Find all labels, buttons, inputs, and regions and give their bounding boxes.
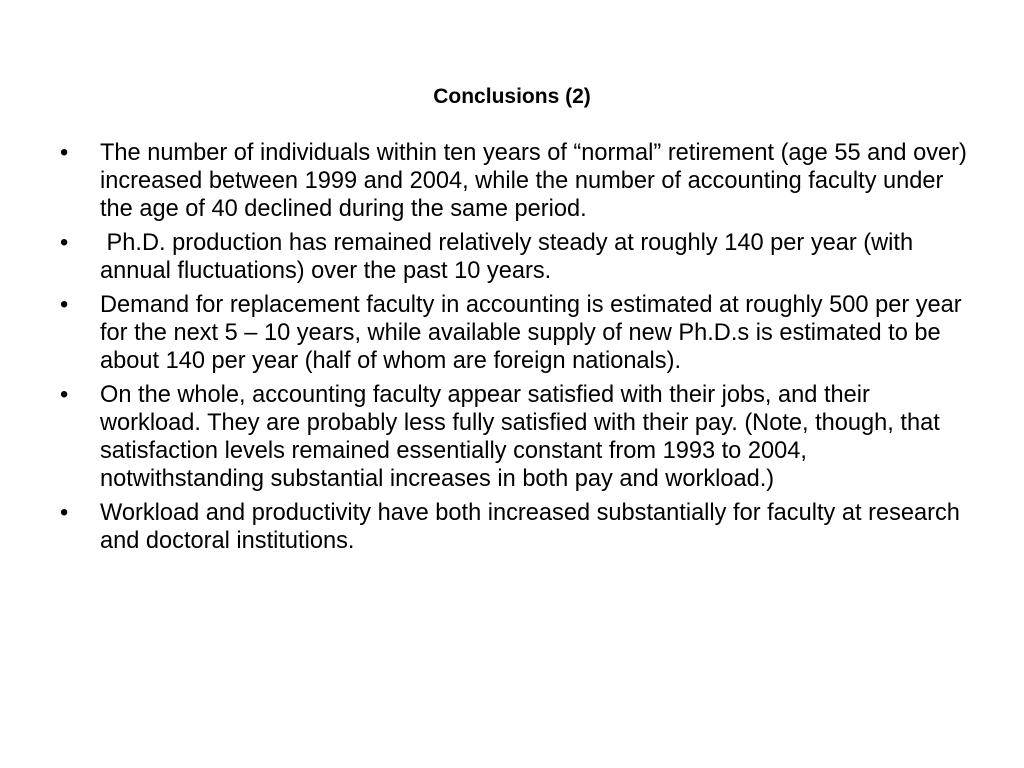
bullet-marker: • — [60, 292, 69, 318]
bullet-item-4 — [60, 381, 970, 493]
slide-title: Conclusions (2) — [433, 85, 591, 108]
bullet-text: The number of individuals within ten years of “normal” retirement (age 55 and over) increased between 1999 and 2004, while the number of accounting faculty under the age of 40 declined during the same period. — [100, 140, 967, 222]
bullet-text: Demand for replacement faculty in accounting is estimated at roughly 500 per year for the next 5 – 10 years, while available supply of new Ph.D.s is estimated to be about 140 per year (half of whom are foreign nationals). — [100, 292, 962, 374]
bullet-marker: • — [60, 230, 69, 256]
bullet-list — [60, 139, 970, 561]
bullet-text: Ph.D. production has remained relatively steady at roughly 140 per year (with annual fluctuations) over the past 10 years. — [100, 230, 914, 284]
bullet-marker: • — [60, 500, 69, 526]
bullet-text: Workload and productivity have both increased substantially for faculty at research and doctoral institutions. — [100, 500, 960, 554]
bullet-marker: • — [60, 382, 69, 408]
bullet-item-1 — [60, 139, 970, 223]
bullet-item-5 — [60, 499, 970, 555]
bullet-item-3 — [60, 291, 970, 375]
bullet-text: On the whole, accounting faculty appear satisfied with their jobs, and their workload. They are probably less fully satisfied with their pay. (Note, though, that satisfaction levels remained essentially constant from 1993 to 2004, notwithstanding substantial increases in both pay and workload.) — [100, 382, 940, 492]
bullet-item-2 — [60, 229, 970, 285]
bullet-marker: • — [60, 140, 69, 166]
